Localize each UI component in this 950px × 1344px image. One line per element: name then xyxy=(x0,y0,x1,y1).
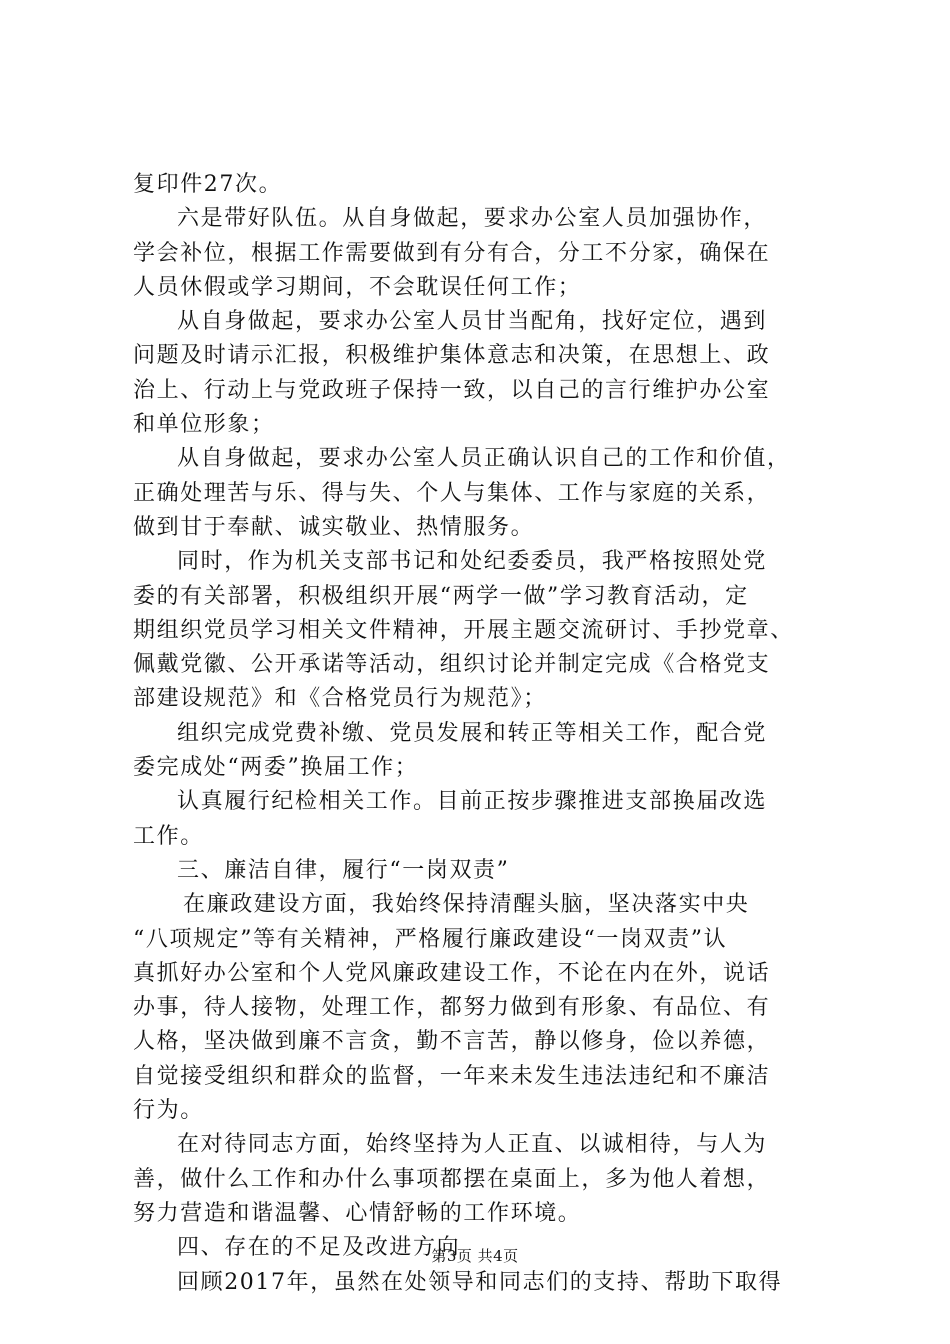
text-line: 行为。 xyxy=(133,1098,204,1124)
text-line: 问题及时请示汇报，积极维护集体意志和决策，在思想上、政 xyxy=(133,343,771,369)
text-line: 从自身做起，要求办公室人员正确认识自己的工作和价值， xyxy=(177,446,791,472)
document-body xyxy=(133,168,833,1300)
text-line: 正确处理苦与乐、得与失、个人与集体、工作与家庭的关系， xyxy=(133,480,771,506)
text-line: 在廉政建设方面，我始终保持清醒头脑，坚决落实中央 xyxy=(183,892,750,918)
text-line: 期组织党员学习相关文件精神，开展主题交流研讨、手抄党章、 xyxy=(133,617,794,643)
text-line: 和单位形象； xyxy=(133,412,275,438)
text-line: 四、存在的不足及改进方向 xyxy=(177,1235,461,1261)
text-line: 部建设规范》和《合格党员行为规范》； xyxy=(133,686,547,712)
text-line: 努力营造和谐温馨、心情舒畅的工作环境。 xyxy=(133,1200,582,1226)
text-line: 组织完成党费补缴、党员发展和转正等相关工作，配合党 xyxy=(177,720,768,746)
text-line: 工作。 xyxy=(133,823,204,849)
text-line: 六是带好队伍。从自身做起，要求办公室人员加强协作， xyxy=(177,206,768,232)
text-line: 认真履行纪检相关工作。目前正按步骤推进支部换届改选 xyxy=(177,789,768,815)
text-line: 从自身做起，要求办公室人员甘当配角，找好定位，遇到 xyxy=(177,309,768,335)
text-line: “八项规定”等有关精神，严格履行廉政建设“一岗双责”认 xyxy=(133,926,728,952)
text-line: 回顾2017年，虽然在处领导和同志们的支持、帮助下取得 xyxy=(177,1269,783,1295)
text-line: 委完成处“两委”换届工作； xyxy=(133,755,419,781)
text-line: 复印件27次。 xyxy=(133,172,283,197)
text-line: 办事，待人接物，处理工作，都努力做到有形象、有品位、有 xyxy=(133,995,771,1021)
text-line: 佩戴党徽、公开承诺等活动，组织讨论并制定完成《合格党支 xyxy=(133,652,771,678)
text-line: 学会补位，根据工作需要做到有分有合，分工不分家，确保在 xyxy=(133,240,771,266)
page-footer: 第3页 共4页 xyxy=(431,1247,519,1265)
text-line: 人格，坚决做到廉不言贪，勤不言苦，静以修身，俭以养德， xyxy=(133,1029,771,1055)
text-line: 自觉接受组织和群众的监督，一年来未发生违法违纪和不廉洁 xyxy=(133,1063,771,1089)
text-line: 善，做什么工作和办什么事项都摆在桌面上，多为他人着想， xyxy=(133,1166,771,1192)
text-line: 三、廉洁自律，履行“一岗双责” xyxy=(177,857,510,883)
text-line: 真抓好办公室和个人党风廉政建设工作，不论在内在外，说话 xyxy=(133,960,771,986)
text-line: 人员休假或学习期间，不会耽误任何工作； xyxy=(133,274,582,300)
text-line: 在对待同志方面，始终坚持为人正直、以诚相待，与人为 xyxy=(177,1132,768,1158)
text-line: 同时，作为机关支部书记和处纪委委员，我严格按照处党 xyxy=(177,549,768,575)
text-line: 委的有关部署，积极组织开展“两学一做”学习教育活动，定 xyxy=(133,583,749,609)
text-line: 做到甘于奉献、诚实敬业、热情服务。 xyxy=(133,514,535,540)
text-line: 治上、行动上与党政班子保持一致，以自己的言行维护办公室 xyxy=(133,377,771,403)
